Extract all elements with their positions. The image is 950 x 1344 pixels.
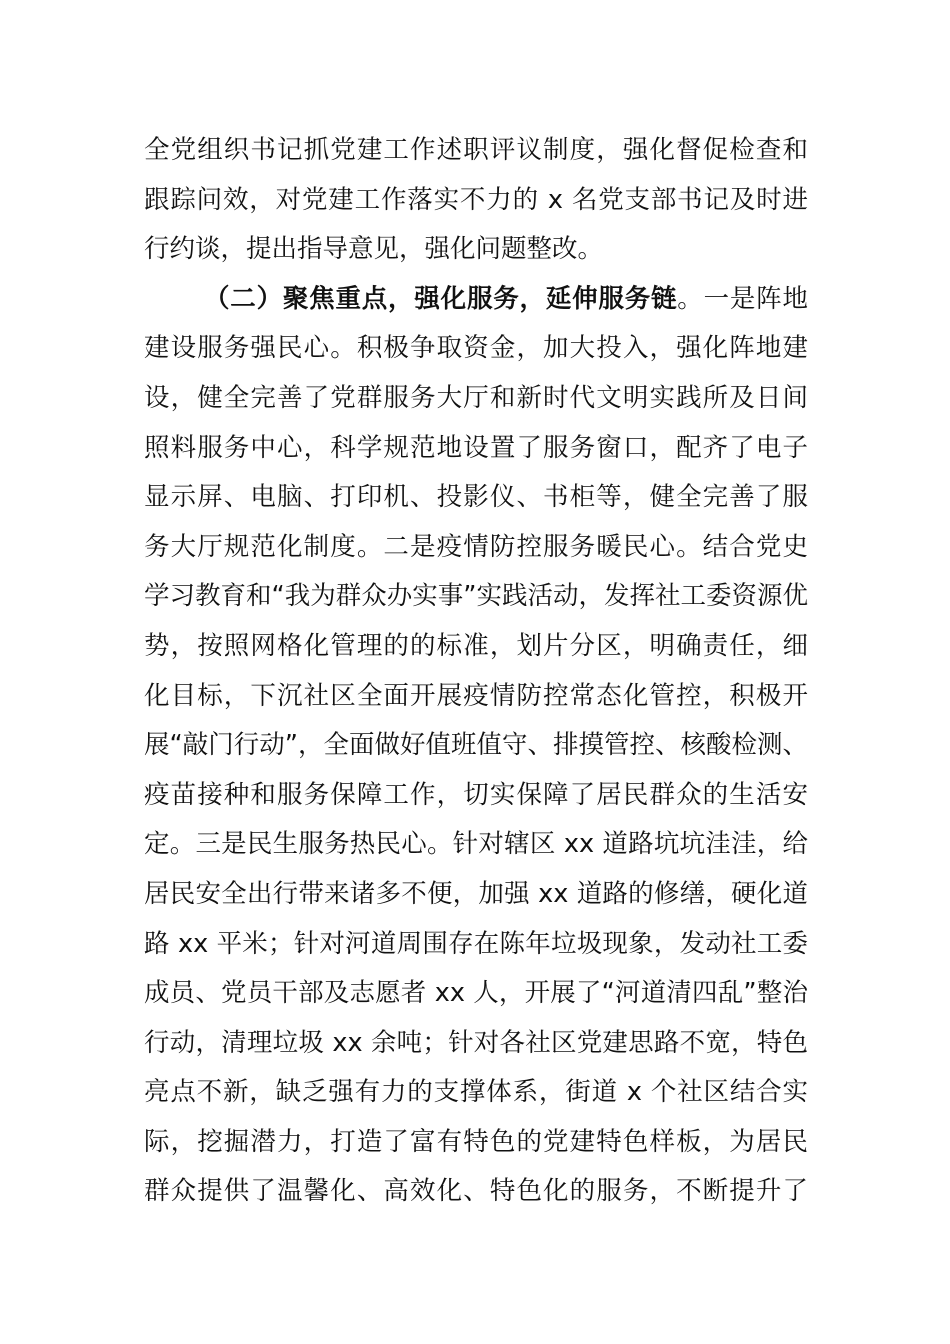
text-line: 成员、党员干部及志愿者 xx 人，开展了“河道清四乱”整治 [144, 978, 808, 1009]
section-heading: （二）聚焦重点，强化服务，延伸服务链 [204, 283, 678, 314]
text-line: 势，按照网格化管理的的标准，划片分区，明确责任，细 [144, 630, 808, 661]
text-line: 建设服务强民心。积极争取资金，加大投入，强化阵地建 [144, 333, 808, 364]
text-line: 显示屏、电脑、打印机、投影仪、书柜等，健全完善了服 [144, 482, 808, 513]
section-heading-rest: 。一是阵地 [677, 283, 808, 314]
text-line: 定。三是民生服务热民心。针对辖区 xx 道路坑坑洼洼，给 [144, 829, 808, 860]
text-line: 展“敲门行动”，全面做好值班值守、排摸管控、核酸检测、 [144, 730, 808, 761]
text-line: 路 xx 平米；针对河道周围存在陈年垃圾现象，发动社工委 [144, 928, 808, 959]
text-line: 务大厅规范化制度。二是疫情防控服务暖民心。结合党史 [144, 531, 808, 562]
text-line: 学习教育和“我为群众办实事”实践活动，发挥社工委资源优 [144, 581, 808, 612]
text-line: 跟踪问效，对党建工作落实不力的 x 名党支部书记及时进 [144, 184, 808, 215]
text-line: 居民安全出行带来诸多不便，加强 xx 道路的修缮，硬化道 [144, 878, 808, 909]
text-line: 设，健全完善了党群服务大厅和新时代文明实践所及日间 [144, 382, 808, 413]
text-line: 行动，清理垃圾 xx 余吨；针对各社区党建思路不宽，特色 [144, 1027, 808, 1058]
text-line: 照料服务中心，科学规范地设置了服务窗口，配齐了电子 [144, 432, 808, 463]
body-text [144, 126, 808, 1217]
text-line: 化目标，下沉社区全面开展疫情防控常态化管控，积极开 [144, 680, 808, 711]
text-line: 疫苗接种和服务保障工作，切实保障了居民群众的生活安 [144, 779, 808, 810]
section-heading-line [144, 275, 808, 325]
text-line: 群众提供了温馨化、高效化、特色化的服务，不断提升了 [144, 1176, 808, 1207]
text-line: 全党组织书记抓党建工作述职评议制度，强化督促检查和 [144, 135, 808, 165]
text-line: 亮点不新，缺乏强有力的支撑体系，街道 x 个社区结合实 [144, 1077, 808, 1108]
text-line: 行约谈，提出指导意见，强化问题整改。 [144, 234, 604, 265]
text-line: 际，挖掘潜力，打造了富有特色的党建特色样板，为居民 [144, 1126, 808, 1157]
